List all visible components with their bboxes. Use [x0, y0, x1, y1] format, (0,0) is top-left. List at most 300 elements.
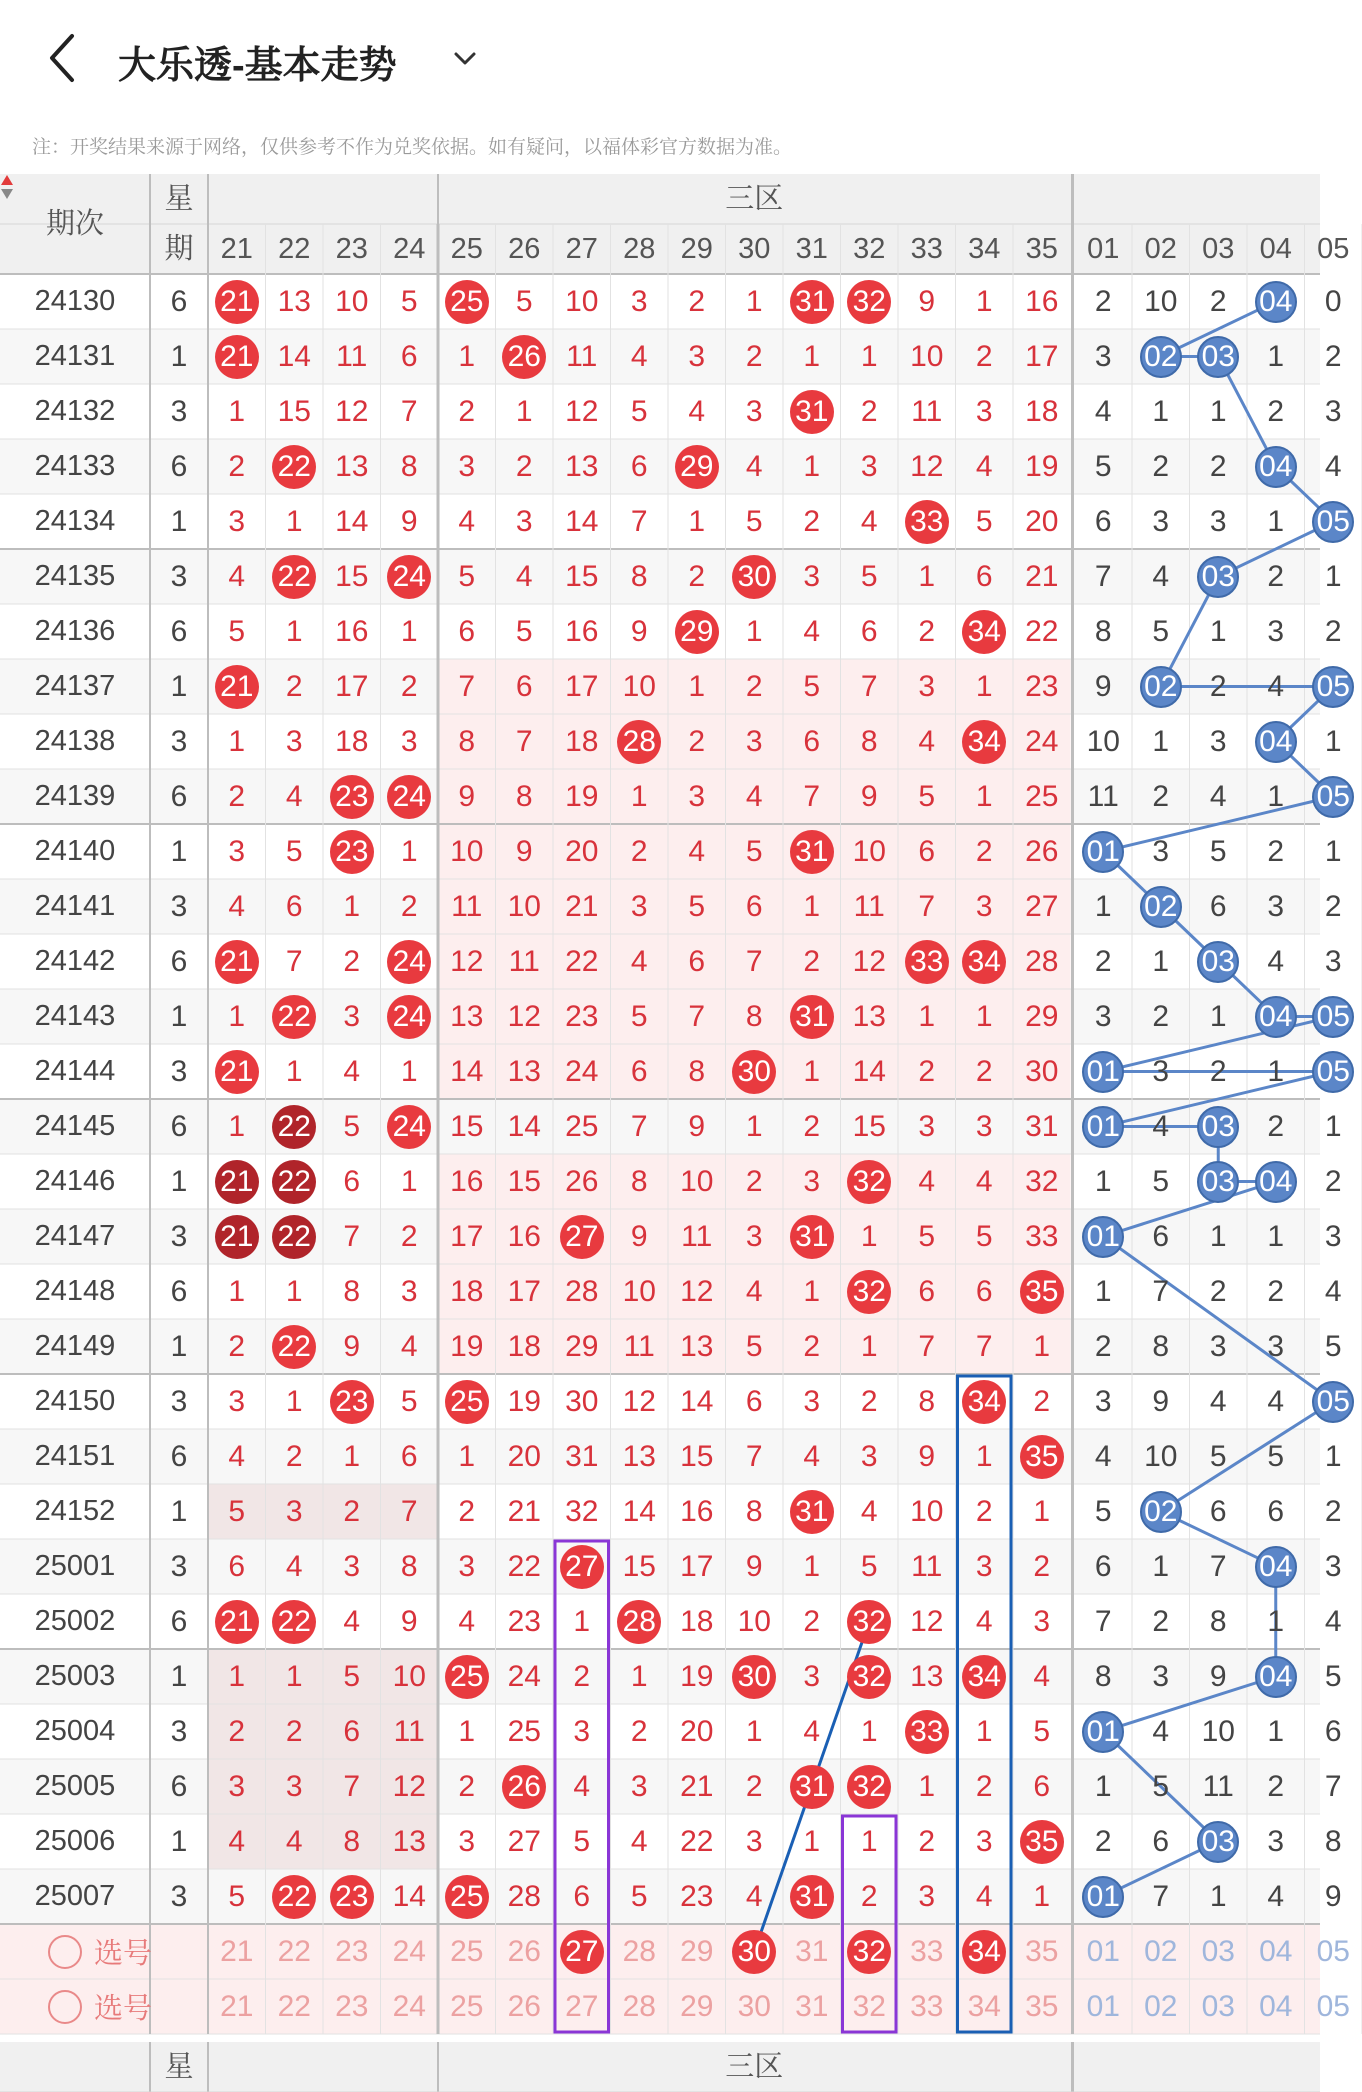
select-cell[interactable]: 28 — [622, 1989, 656, 2023]
front-omit-cell: 4 — [228, 1439, 246, 1473]
week-cell: 3 — [170, 1879, 188, 1913]
front-omit-cell: 2 — [400, 669, 418, 703]
week-cell: 1 — [170, 999, 188, 1033]
week-cell: 3 — [170, 559, 188, 593]
back-omit-cell: 1 — [1324, 1439, 1342, 1473]
front-omit-cell: 8 — [400, 1549, 418, 1583]
front-omit-cell: 6 — [688, 944, 706, 978]
front-omit-cell: 4 — [745, 1274, 763, 1308]
select-cell[interactable]: 29 — [680, 1934, 714, 1968]
front-hit-ball: 31 — [790, 390, 834, 434]
front-hit-ball: 34 — [962, 610, 1006, 654]
week-cell: 1 — [170, 504, 188, 538]
front-omit-cell: 9 — [918, 284, 936, 318]
front-omit-cell: 25 — [507, 1714, 541, 1748]
back-omit-cell: 3 — [1324, 1219, 1342, 1253]
front-omit-cell: 4 — [745, 449, 763, 483]
front-hit-ball: 29 — [675, 610, 719, 654]
front-omit-cell: 2 — [975, 1769, 993, 1803]
issue-cell: 24139 — [34, 780, 116, 812]
week-cell: 6 — [170, 1274, 188, 1308]
front-col-header: 35 — [1025, 232, 1058, 265]
front-omit-cell: 4 — [285, 779, 303, 813]
back-omit-cell: 1 — [1094, 1769, 1112, 1803]
front-omit-cell: 13 — [450, 999, 484, 1033]
front-omit-cell: 4 — [688, 834, 706, 868]
front-omit-cell: 2 — [515, 449, 533, 483]
issue-cell: 24130 — [34, 285, 116, 317]
front-omit-cell: 7 — [400, 1494, 418, 1528]
front-hit-ball: 35 — [1020, 1820, 1064, 1864]
front-hit-ball: 34 — [962, 720, 1006, 764]
front-hit-ball: 23 — [330, 830, 374, 874]
front-omit-cell: 3 — [860, 1439, 878, 1473]
front-hit-ball: 21 — [215, 280, 259, 324]
front-omit-cell: 1 — [228, 999, 246, 1033]
front-omit-cell: 3 — [515, 504, 533, 538]
front-omit-cell: 6 — [400, 339, 418, 373]
front-omit-cell: 18 — [680, 1604, 714, 1638]
front-omit-cell: 7 — [343, 1219, 361, 1253]
issue-cell: 24145 — [34, 1110, 116, 1142]
week-cell: 6 — [170, 779, 188, 813]
select-cell[interactable]: 01 — [1086, 1934, 1120, 1968]
front-omit-cell: 22 — [680, 1824, 714, 1858]
select-cell[interactable]: 34 — [967, 1989, 1001, 2023]
front-omit-cell: 27 — [1025, 889, 1059, 923]
back-omit-cell: 2 — [1209, 1274, 1227, 1308]
select-cell[interactable]: 23 — [335, 1934, 369, 1968]
app-header — [0, 0, 1320, 120]
select-cell[interactable]: 25 — [450, 1934, 484, 1968]
back-omit-cell: 5 — [1094, 449, 1112, 483]
front-hit-ball: 32 — [847, 280, 891, 324]
front-omit-cell: 8 — [745, 999, 763, 1033]
front-omit-cell: 9 — [688, 1109, 706, 1143]
front-omit-cell: 5 — [343, 1109, 361, 1143]
front-omit-cell: 3 — [975, 1109, 993, 1143]
front-omit-cell: 9 — [458, 779, 476, 813]
front-omit-cell: 4 — [975, 1164, 993, 1198]
front-omit-cell: 2 — [630, 1714, 648, 1748]
select-cell[interactable]: 03 — [1201, 1989, 1235, 2023]
front-omit-cell: 1 — [860, 1824, 878, 1858]
front-omit-cell: 6 — [860, 614, 878, 648]
week-cell: 3 — [170, 1384, 188, 1418]
front-omit-cell: 3 — [458, 1824, 476, 1858]
back-omit-cell: 1 — [1152, 394, 1170, 428]
front-omit-cell: 4 — [745, 779, 763, 813]
front-omit-cell: 3 — [803, 1164, 821, 1198]
chevron-down-icon[interactable] — [448, 44, 482, 74]
front-omit-cell: 6 — [630, 449, 648, 483]
back-col-header: 05 — [1317, 232, 1350, 265]
week-cell: 3 — [170, 1549, 188, 1583]
front-omit-cell: 3 — [228, 1384, 246, 1418]
front-omit-cell: 15 — [852, 1109, 886, 1143]
front-omit-cell: 4 — [975, 449, 993, 483]
front-omit-cell: 8 — [630, 1164, 648, 1198]
front-omit-cell: 17 — [565, 669, 599, 703]
front-hit-ball: 23 — [330, 1875, 374, 1919]
back-omit-cell: 8 — [1094, 614, 1112, 648]
back-omit-cell: 2 — [1324, 339, 1342, 373]
front-omit-cell: 19 — [565, 779, 599, 813]
front-omit-cell: 3 — [745, 394, 763, 428]
select-cell[interactable]: 03 — [1201, 1934, 1235, 1968]
back-omit-cell: 1 — [1267, 339, 1285, 373]
front-omit-cell: 4 — [228, 559, 246, 593]
back-omit-cell: 3 — [1324, 394, 1342, 428]
front-omit-cell: 11 — [911, 394, 943, 428]
back-omit-cell: 5 — [1267, 1439, 1285, 1473]
front-omit-cell: 8 — [630, 559, 648, 593]
front-hit-ball: 22 — [272, 1105, 316, 1149]
front-omit-cell: 7 — [745, 944, 763, 978]
back-omit-cell: 10 — [1086, 724, 1120, 758]
front-omit-cell: 3 — [343, 1549, 361, 1583]
select-cell[interactable]: 31 — [795, 1989, 829, 2023]
front-omit-cell: 29 — [565, 1329, 599, 1363]
front-omit-cell: 14 — [622, 1494, 656, 1528]
selected-ball: 32 — [847, 1930, 891, 1974]
front-omit-cell: 12 — [565, 394, 599, 428]
back-col-header: 04 — [1259, 232, 1292, 265]
front-omit-cell: 18 — [450, 1274, 484, 1308]
back-arrow-icon[interactable] — [40, 28, 90, 88]
front-hit-ball: 24 — [387, 555, 431, 599]
issue-header[interactable]: 期次 — [0, 174, 150, 274]
back-omit-cell: 2 — [1209, 284, 1227, 318]
front-omit-cell: 3 — [573, 1714, 591, 1748]
front-hit-ball: 21 — [215, 1215, 259, 1259]
front-hit-ball: 32 — [847, 1270, 891, 1314]
front-omit-cell: 8 — [745, 1494, 763, 1528]
back-omit-cell: 4 — [1267, 669, 1285, 703]
select-cell[interactable]: 24 — [392, 1934, 426, 1968]
week-cell: 3 — [170, 1714, 188, 1748]
front-omit-cell: 14 — [277, 339, 311, 373]
week-cell: 3 — [170, 724, 188, 758]
select-cell[interactable]: 29 — [680, 1989, 714, 2023]
front-hit-ball: 25 — [445, 280, 489, 324]
back-hit-ball: 05 — [1312, 666, 1354, 708]
front-omit-cell: 14 — [565, 504, 599, 538]
select-cell[interactable]: 26 — [507, 1934, 541, 1968]
front-hit-ball: 21 — [215, 335, 259, 379]
select-cell[interactable]: 02 — [1144, 1934, 1178, 1968]
select-cell[interactable]: 25 — [450, 1989, 484, 2023]
select-cell[interactable]: 33 — [910, 1934, 944, 1968]
front-omit-cell: 5 — [630, 999, 648, 1033]
select-cell[interactable]: 31 — [795, 1934, 829, 1968]
front-omit-cell: 2 — [688, 724, 706, 758]
week-cell: 1 — [170, 1329, 188, 1363]
front-omit-cell: 3 — [975, 1824, 993, 1858]
front-hit-ball: 24 — [387, 1105, 431, 1149]
front-omit-cell: 4 — [860, 504, 878, 538]
front-omit-cell: 30 — [1025, 1054, 1059, 1088]
select-cell[interactable]: 05 — [1316, 1989, 1350, 2023]
front-omit-cell: 15 — [450, 1109, 484, 1143]
front-omit-cell: 7 — [975, 1329, 993, 1363]
select-cell[interactable]: 28 — [622, 1934, 656, 1968]
back-hit-ball: 01 — [1082, 1711, 1124, 1753]
select-cell[interactable]: 24 — [392, 1989, 426, 2023]
front-omit-cell: 6 — [803, 724, 821, 758]
front-omit-cell: 8 — [860, 724, 878, 758]
front-omit-cell: 6 — [975, 1274, 993, 1308]
front-omit-cell: 16 — [507, 1219, 541, 1253]
week-cell: 6 — [170, 944, 188, 978]
front-omit-cell: 1 — [228, 1274, 246, 1308]
issue-cell: 24142 — [34, 945, 116, 977]
front-omit-cell: 8 — [343, 1824, 361, 1858]
front-omit-cell: 4 — [803, 1714, 821, 1748]
select-number-toggle[interactable] — [48, 1979, 152, 2034]
front-omit-cell: 9 — [918, 1439, 936, 1473]
front-omit-cell: 2 — [400, 889, 418, 923]
select-cell[interactable]: 27 — [565, 1989, 599, 2023]
front-omit-cell: 17 — [680, 1549, 714, 1583]
front-hit-ball: 21 — [215, 1050, 259, 1094]
front-omit-cell: 1 — [918, 999, 936, 1033]
select-cell[interactable]: 32 — [852, 1989, 886, 2023]
issue-cell: 24137 — [34, 670, 116, 702]
back-hit-ball: 04 — [1255, 996, 1297, 1038]
front-omit-cell: 7 — [918, 1329, 936, 1363]
front-omit-cell: 1 — [803, 1549, 821, 1583]
back-omit-cell: 4 — [1324, 1274, 1342, 1308]
front-omit-cell: 21 — [565, 889, 599, 923]
front-omit-cell: 1 — [285, 1659, 303, 1693]
back-omit-cell: 6 — [1152, 1219, 1170, 1253]
front-omit-cell: 14 — [852, 1054, 886, 1088]
front-omit-cell: 2 — [918, 1054, 936, 1088]
front-omit-cell: 7 — [630, 1109, 648, 1143]
select-cell[interactable]: 22 — [277, 1934, 311, 1968]
front-omit-cell: 4 — [803, 1439, 821, 1473]
front-omit-cell: 4 — [630, 944, 648, 978]
front-hit-ball: 26 — [502, 335, 546, 379]
front-omit-cell: 3 — [630, 889, 648, 923]
back-omit-cell: 5 — [1324, 1329, 1342, 1363]
front-omit-cell: 16 — [565, 614, 599, 648]
front-omit-cell: 31 — [565, 1439, 599, 1473]
back-omit-cell: 8 — [1209, 1604, 1227, 1638]
front-omit-cell: 29 — [1025, 999, 1059, 1033]
front-col-header: 32 — [853, 232, 886, 265]
radio-circle-icon[interactable] — [48, 1935, 82, 1969]
front-omit-cell: 4 — [975, 1604, 993, 1638]
front-omit-cell: 8 — [458, 724, 476, 758]
front-omit-cell: 22 — [507, 1549, 541, 1583]
front-col-header: 28 — [623, 232, 656, 265]
back-omit-cell: 3 — [1152, 1659, 1170, 1693]
back-omit-cell: 3 — [1152, 1054, 1170, 1088]
front-hit-ball: 21 — [215, 1600, 259, 1644]
trend-table[interactable] — [0, 174, 1350, 2092]
front-omit-cell: 19 — [680, 1659, 714, 1693]
front-omit-cell: 1 — [630, 779, 648, 813]
front-omit-cell: 7 — [400, 394, 418, 428]
front-hit-ball: 24 — [387, 940, 431, 984]
front-col-header: 30 — [738, 232, 771, 265]
front-omit-cell: 13 — [335, 449, 369, 483]
select-label: 选号 — [94, 1993, 153, 2025]
front-hit-ball: 31 — [790, 1215, 834, 1259]
back-omit-cell: 2 — [1152, 779, 1170, 813]
front-col-header: 25 — [450, 232, 483, 265]
select-cell[interactable]: 05 — [1316, 1934, 1350, 1968]
back-hit-ball: 01 — [1082, 1216, 1124, 1258]
back-omit-cell: 2 — [1152, 999, 1170, 1033]
front-omit-cell: 6 — [975, 559, 993, 593]
front-omit-cell: 7 — [803, 779, 821, 813]
front-omit-cell: 1 — [860, 1219, 878, 1253]
front-hit-ball: 22 — [272, 1325, 316, 1369]
front-omit-cell: 1 — [745, 284, 763, 318]
select-cell[interactable]: 01 — [1086, 1989, 1120, 2023]
week-cell: 3 — [170, 1054, 188, 1088]
front-omit-cell: 9 — [515, 834, 533, 868]
select-cell[interactable]: 04 — [1259, 1934, 1293, 1968]
back-omit-cell: 7 — [1152, 1879, 1170, 1913]
select-cell[interactable]: 35 — [1025, 1989, 1059, 2023]
week-cell: 6 — [170, 284, 188, 318]
radio-circle-icon[interactable] — [48, 1990, 82, 2024]
select-cell[interactable]: 02 — [1144, 1989, 1178, 2023]
select-number-toggle[interactable] — [48, 1924, 152, 1979]
week-cell: 6 — [170, 1604, 188, 1638]
front-omit-cell: 1 — [975, 1714, 993, 1748]
issue-cell: 24149 — [34, 1330, 116, 1362]
back-omit-cell: 8 — [1094, 1659, 1112, 1693]
front-hit-ball: 21 — [215, 1160, 259, 1204]
front-omit-cell: 3 — [745, 1824, 763, 1858]
front-hit-ball: 27 — [560, 1545, 604, 1589]
select-cell[interactable]: 21 — [220, 1989, 254, 2023]
select-cell[interactable]: 04 — [1259, 1989, 1293, 2023]
front-hit-ball: 22 — [272, 445, 316, 489]
week-cell: 6 — [170, 1439, 188, 1473]
front-omit-cell: 5 — [630, 1879, 648, 1913]
front-hit-ball: 31 — [790, 1765, 834, 1809]
select-cell[interactable]: 22 — [277, 1989, 311, 2023]
select-cell[interactable]: 26 — [507, 1989, 541, 2023]
front-omit-cell: 4 — [803, 614, 821, 648]
front-omit-cell: 1 — [285, 1384, 303, 1418]
back-omit-cell: 10 — [1144, 284, 1178, 318]
select-cell[interactable]: 21 — [220, 1934, 254, 1968]
back-omit-cell: 2 — [1209, 1054, 1227, 1088]
front-omit-cell: 3 — [688, 779, 706, 813]
front-omit-cell: 1 — [1033, 1494, 1051, 1528]
front-omit-cell: 30 — [565, 1384, 599, 1418]
front-omit-cell: 11 — [853, 889, 885, 923]
front-omit-cell: 10 — [680, 1164, 714, 1198]
back-hit-ball: 02 — [1140, 666, 1182, 708]
back-omit-cell: 3 — [1152, 504, 1170, 538]
front-omit-cell: 11 — [681, 1219, 713, 1253]
back-omit-cell: 2 — [1324, 1494, 1342, 1528]
front-omit-cell: 2 — [803, 504, 821, 538]
front-omit-cell: 5 — [975, 1219, 993, 1253]
back-omit-cell: 8 — [1324, 1824, 1342, 1858]
front-omit-cell: 4 — [1033, 1659, 1051, 1693]
issue-cell: 25001 — [34, 1550, 116, 1582]
front-omit-cell: 20 — [565, 834, 599, 868]
front-omit-cell: 2 — [688, 284, 706, 318]
select-cell[interactable]: 35 — [1025, 1934, 1059, 1968]
select-cell[interactable]: 23 — [335, 1989, 369, 2023]
week-cell: 3 — [170, 889, 188, 923]
front-omit-cell: 23 — [680, 1879, 714, 1913]
back-omit-cell: 5 — [1152, 1769, 1170, 1803]
front-omit-cell: 17 — [1025, 339, 1059, 373]
back-omit-cell: 1 — [1152, 1549, 1170, 1583]
back-omit-cell: 6 — [1324, 1714, 1342, 1748]
front-omit-cell: 3 — [688, 339, 706, 373]
back-omit-cell: 4 — [1267, 944, 1285, 978]
front-omit-cell: 22 — [1025, 614, 1059, 648]
front-omit-cell: 3 — [803, 1659, 821, 1693]
front-omit-cell: 5 — [688, 889, 706, 923]
select-cell[interactable]: 30 — [737, 1989, 771, 2023]
front-omit-cell: 15 — [680, 1439, 714, 1473]
front-omit-cell: 4 — [918, 724, 936, 758]
front-hit-ball: 32 — [847, 1655, 891, 1699]
front-omit-cell: 1 — [285, 1274, 303, 1308]
front-col-header: 24 — [393, 232, 426, 265]
front-omit-cell: 24 — [1025, 724, 1059, 758]
front-omit-cell: 16 — [335, 614, 369, 648]
front-omit-cell: 6 — [515, 669, 533, 703]
select-cell[interactable]: 33 — [910, 1989, 944, 2023]
front-omit-cell: 2 — [803, 1109, 821, 1143]
front-omit-cell: 4 — [688, 394, 706, 428]
front-omit-cell: 10 — [335, 284, 369, 318]
front-omit-cell: 4 — [918, 1164, 936, 1198]
front-hit-ball: 22 — [272, 1875, 316, 1919]
front-omit-cell: 1 — [688, 669, 706, 703]
front-omit-cell: 1 — [458, 339, 476, 373]
front-omit-cell: 7 — [343, 1769, 361, 1803]
front-omit-cell: 6 — [458, 614, 476, 648]
back-col-header: 03 — [1202, 232, 1235, 265]
front-omit-cell: 2 — [803, 944, 821, 978]
week-cell: 3 — [170, 1219, 188, 1253]
front-hit-ball: 24 — [387, 775, 431, 819]
front-omit-cell: 5 — [745, 504, 763, 538]
front-hit-ball: 31 — [790, 995, 834, 1039]
front-omit-cell: 2 — [860, 1879, 878, 1913]
front-hit-ball: 22 — [272, 555, 316, 599]
front-omit-cell: 1 — [745, 614, 763, 648]
front-omit-cell: 2 — [975, 339, 993, 373]
front-omit-cell: 24 — [565, 1054, 599, 1088]
back-omit-cell: 2 — [1094, 1329, 1112, 1363]
front-omit-cell: 9 — [343, 1329, 361, 1363]
front-omit-cell: 1 — [975, 1439, 993, 1473]
front-omit-cell: 4 — [400, 1329, 418, 1363]
front-omit-cell: 28 — [565, 1274, 599, 1308]
back-omit-cell: 6 — [1152, 1824, 1170, 1858]
issue-cell: 25004 — [34, 1715, 116, 1747]
front-hit-ball: 24 — [387, 995, 431, 1039]
front-omit-cell: 7 — [515, 724, 533, 758]
back-omit-cell: 3 — [1267, 614, 1285, 648]
